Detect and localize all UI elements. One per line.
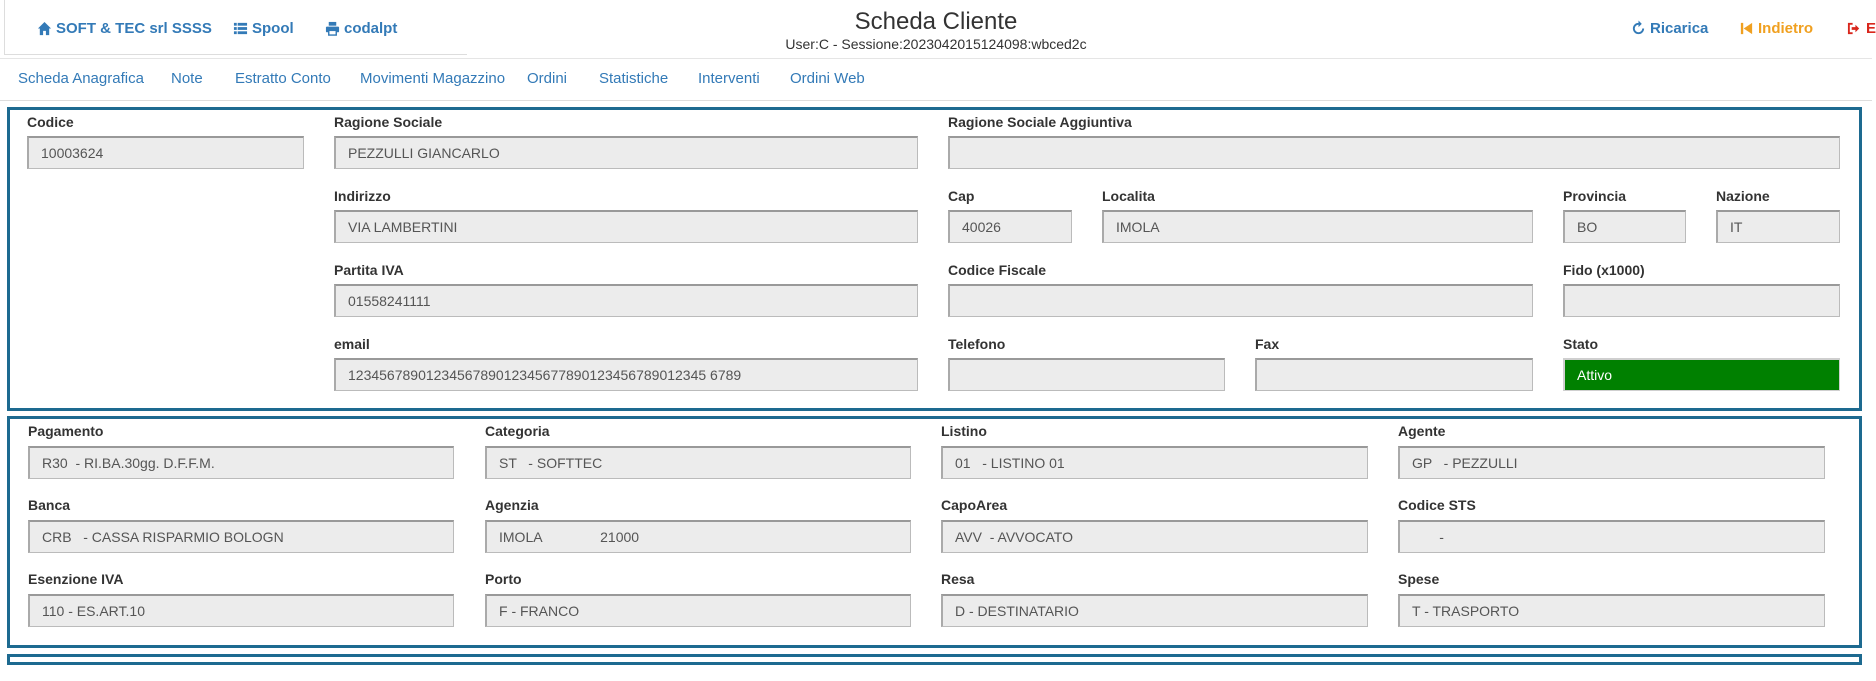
refresh-icon xyxy=(1631,21,1646,36)
esenzione-iva-label: Esenzione IVA xyxy=(28,571,124,587)
esenzione-iva-field[interactable]: 110 - ES.ART.10 xyxy=(28,594,454,627)
ragione-sociale-aggiuntiva-field[interactable] xyxy=(948,136,1840,169)
resa-label: Resa xyxy=(941,571,975,587)
pagamento-field[interactable]: R30 - RI.BA.30gg. D.F.F.M. xyxy=(28,446,454,479)
codice-label: Codice xyxy=(27,114,74,130)
categoria-label: Categoria xyxy=(485,423,550,439)
codalpt-link-label: codalpt xyxy=(344,20,398,37)
codice-fiscale-label: Codice Fiscale xyxy=(948,262,1047,278)
categoria-field[interactable]: ST - SOFTTEC xyxy=(485,446,911,479)
tab-statistiche[interactable]: Statistiche xyxy=(599,70,669,87)
porto-field[interactable]: F - FRANCO xyxy=(485,594,911,627)
codice-fiscale-field[interactable] xyxy=(948,284,1533,317)
ragione-sociale-label: Ragione Sociale xyxy=(334,114,443,130)
resa-field[interactable]: D - DESTINATARIO xyxy=(941,594,1368,627)
top-navbar xyxy=(0,0,1876,59)
localita-label: Localita xyxy=(1102,188,1155,204)
ragione-sociale-field[interactable]: PEZZULLI GIANCARLO xyxy=(334,136,918,169)
agente-label: Agente xyxy=(1398,423,1446,439)
fido-label: Fido (x1000) xyxy=(1563,262,1645,278)
indietro-label: Indietro xyxy=(1758,20,1813,37)
step-backward-icon xyxy=(1739,21,1754,36)
listino-label: Listino xyxy=(941,423,987,439)
stato-label: Stato xyxy=(1563,336,1598,352)
telefono-label: Telefono xyxy=(948,336,1006,352)
capoarea-label: CapoArea xyxy=(941,497,1008,513)
third-panel xyxy=(7,654,1862,665)
email-label: email xyxy=(334,336,370,352)
indirizzo-label: Indirizzo xyxy=(334,188,391,204)
provincia-field[interactable]: BO xyxy=(1563,210,1686,243)
sign-out-icon xyxy=(1847,21,1862,36)
partita-iva-field[interactable]: 01558241111 xyxy=(334,284,918,317)
partita-iva-label: Partita IVA xyxy=(334,262,404,278)
tab-note[interactable]: Note xyxy=(171,70,203,87)
ragione-sociale-aggiuntiva-label: Ragione Sociale Aggiuntiva xyxy=(948,114,1132,130)
banca-field[interactable]: CRB - CASSA RISPARMIO BOLOGN xyxy=(28,520,454,553)
listino-field[interactable]: 01 - LISTINO 01 xyxy=(941,446,1368,479)
pagamento-label: Pagamento xyxy=(28,423,104,439)
exit-label: E xyxy=(1866,20,1876,37)
indietro-button[interactable] xyxy=(1739,20,1813,37)
agente-field[interactable]: GP - PEZZULLI xyxy=(1398,446,1825,479)
tab-bar xyxy=(0,58,1872,101)
capoarea-field[interactable]: AVV - AVVOCATO xyxy=(941,520,1368,553)
codice-sts-field[interactable]: - xyxy=(1398,520,1825,553)
porto-label: Porto xyxy=(485,571,522,587)
tab-movimenti-magazzino[interactable]: Movimenti Magazzino xyxy=(360,70,506,87)
cap-label: Cap xyxy=(948,188,975,204)
email-field[interactable]: 1234567890123456789012345677890123456789012345 6789 xyxy=(334,358,918,391)
ricarica-button[interactable] xyxy=(1631,20,1708,37)
nazione-label: Nazione xyxy=(1716,188,1770,204)
page-title: Scheda Cliente xyxy=(854,8,1018,35)
fax-label: Fax xyxy=(1255,336,1280,352)
tab-scheda-anagrafica[interactable]: Scheda Anagrafica xyxy=(18,70,144,87)
spese-label: Spese xyxy=(1398,571,1440,587)
telefono-field[interactable] xyxy=(948,358,1225,391)
indirizzo-field[interactable]: VIA LAMBERTINI xyxy=(334,210,918,243)
home-link-label: SOFT & TEC srl SSSS xyxy=(56,20,212,37)
provincia-label: Provincia xyxy=(1563,188,1627,204)
spese-field[interactable]: T - TRASPORTO xyxy=(1398,594,1825,627)
exit-button[interactable] xyxy=(1847,20,1876,37)
cap-field[interactable]: 40026 xyxy=(948,210,1072,243)
codice-field[interactable]: 10003624 xyxy=(27,136,304,169)
tab-ordini[interactable]: Ordini xyxy=(527,70,568,87)
stato-field[interactable]: Attivo xyxy=(1563,358,1840,391)
banca-label: Banca xyxy=(28,497,71,513)
tab-ordini-web[interactable]: Ordini Web xyxy=(790,70,865,87)
nazione-field[interactable]: IT xyxy=(1716,210,1840,243)
spool-link-label: Spool xyxy=(252,20,294,37)
agenzia-field[interactable]: IMOLA 21000 xyxy=(485,520,911,553)
session-info: User:C - Sessione:2023042015124098:wbced2c xyxy=(785,36,1087,52)
fax-field[interactable] xyxy=(1255,358,1533,391)
ricarica-label: Ricarica xyxy=(1650,20,1709,37)
codice-sts-label: Codice STS xyxy=(1398,497,1476,513)
agenzia-label: Agenzia xyxy=(485,497,539,513)
tab-estratto-conto[interactable]: Estratto Conto xyxy=(235,70,331,87)
tab-interventi[interactable]: Interventi xyxy=(698,70,760,87)
fido-field[interactable] xyxy=(1563,284,1840,317)
localita-field[interactable]: IMOLA xyxy=(1102,210,1533,243)
